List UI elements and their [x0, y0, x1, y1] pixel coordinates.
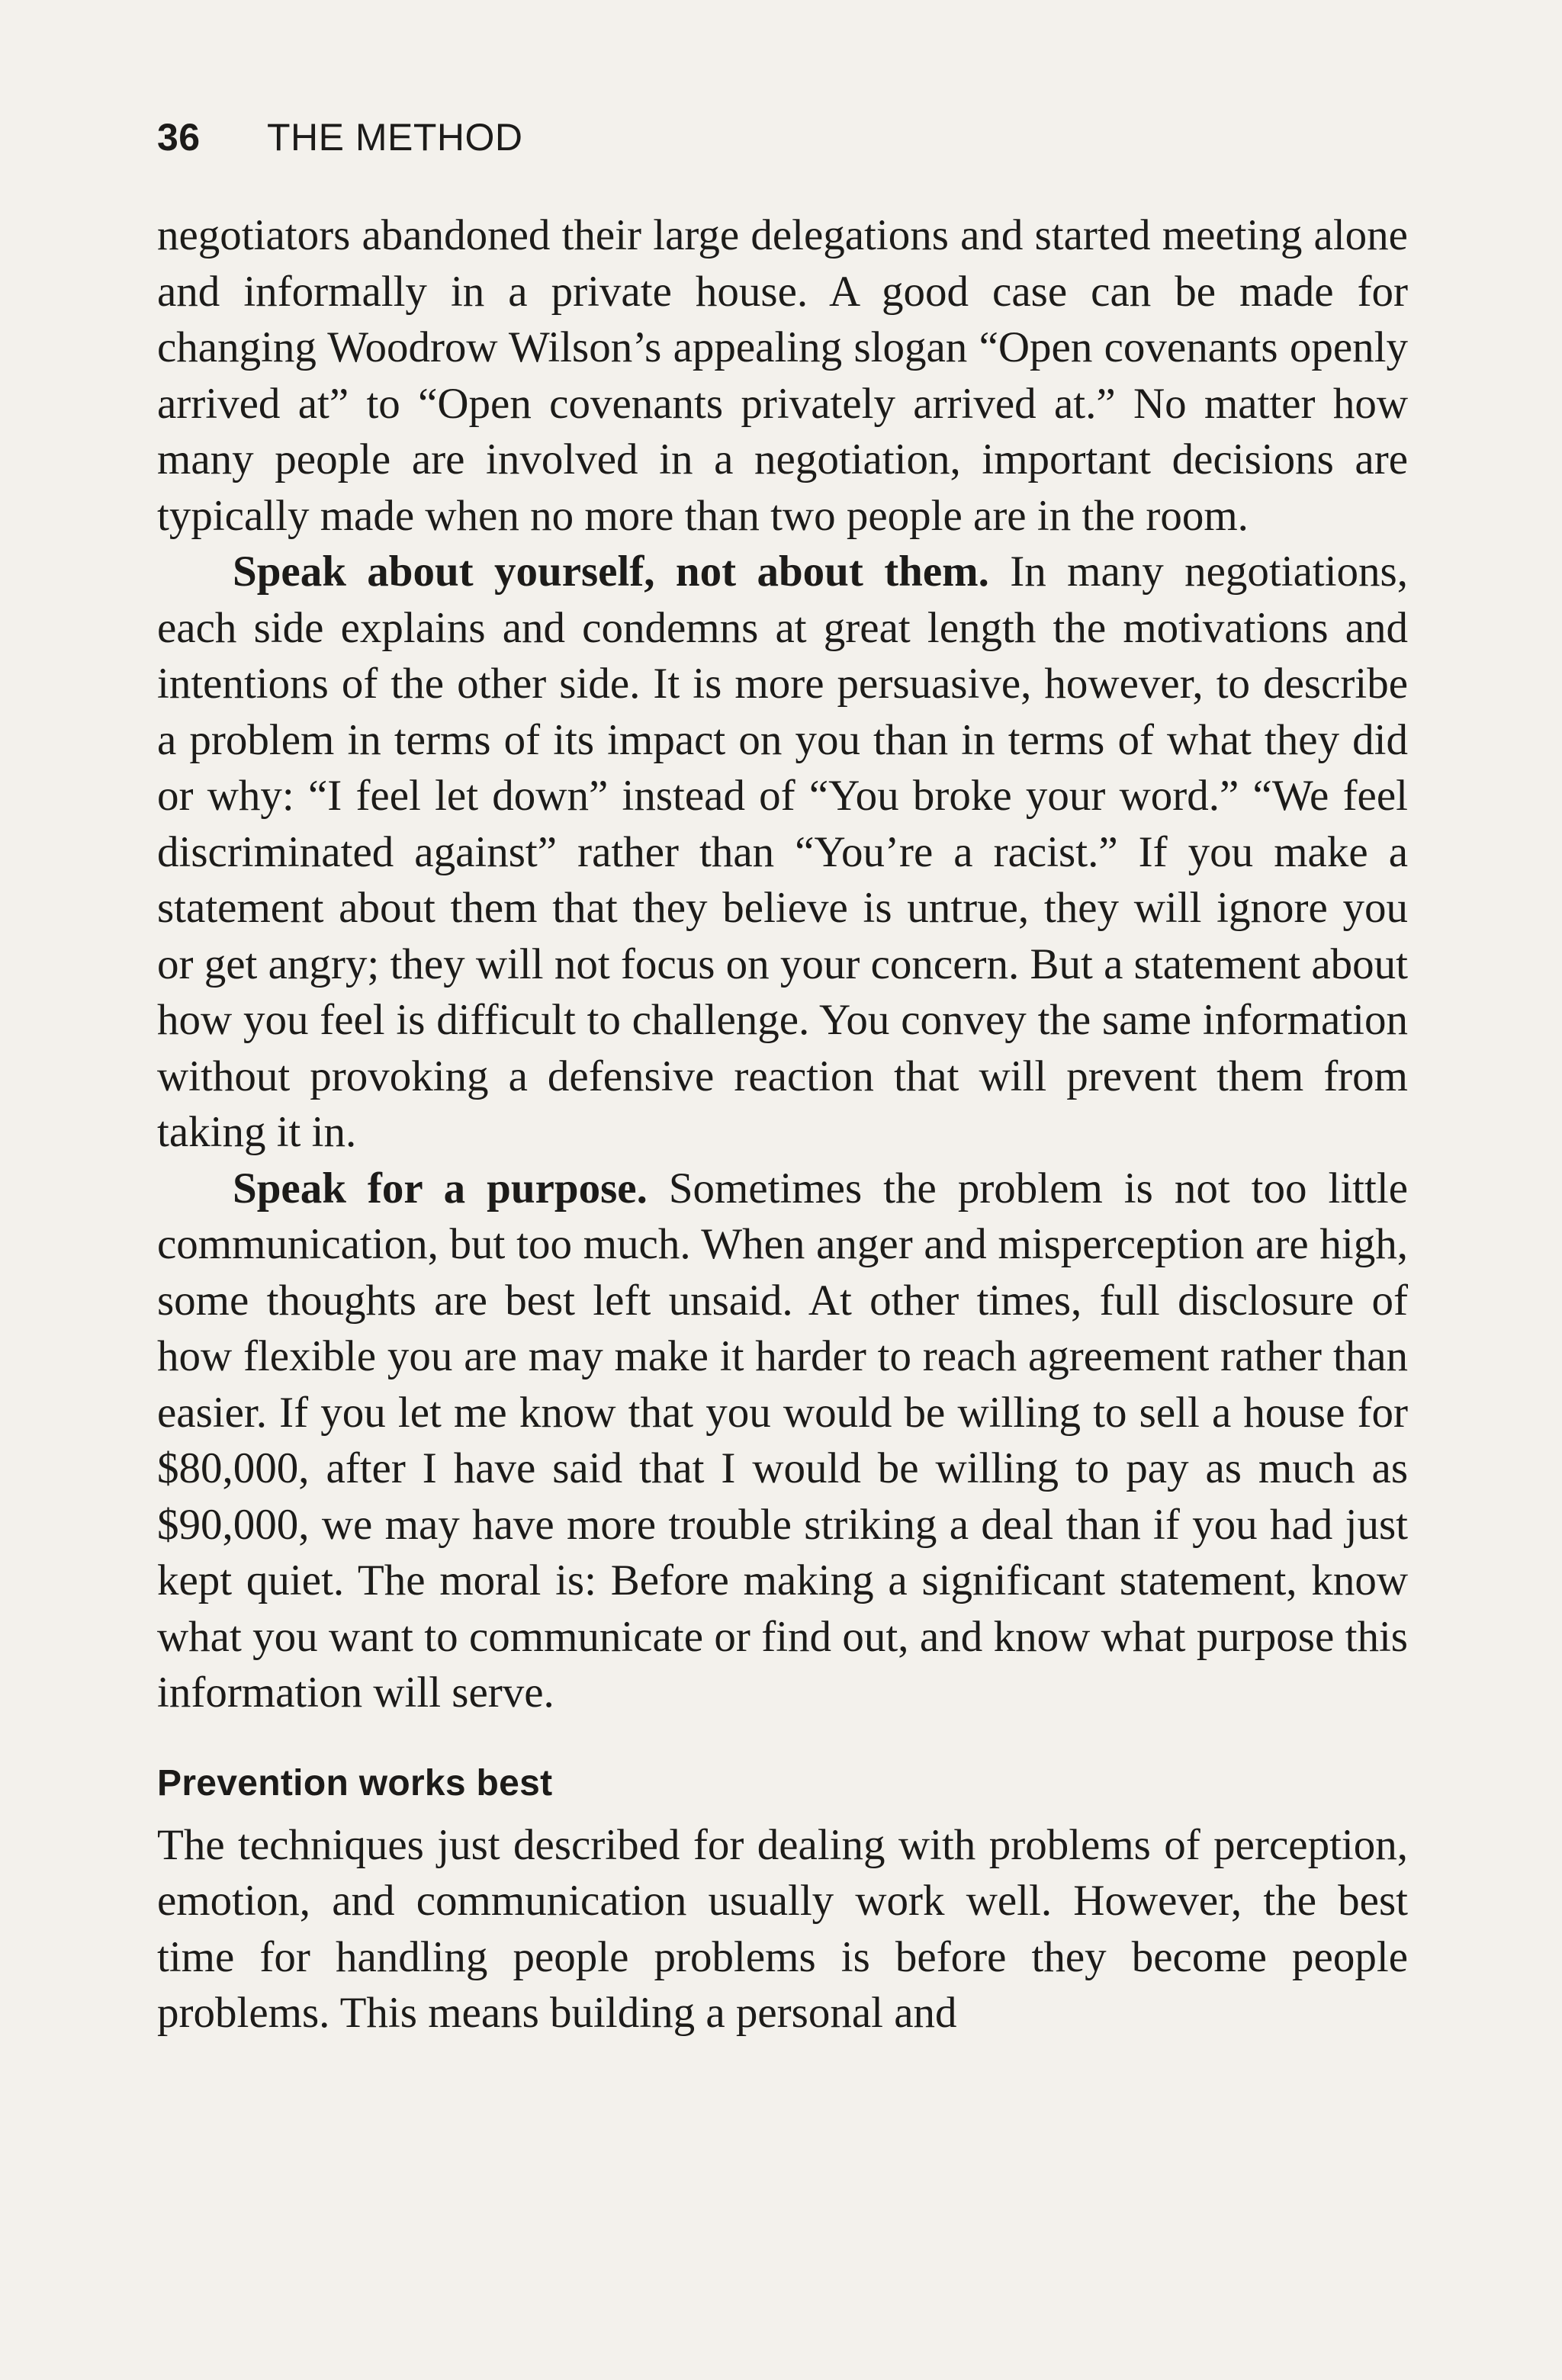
- page-number: 36: [157, 116, 201, 159]
- paragraph: [157, 207, 1408, 544]
- running-head: [157, 114, 1408, 160]
- paragraph-text: The techniques just described for dealing with problems of perception, emotion, and communication usually work well. However, the best time for handling people problems is before they become people problems. This means building a personal and: [157, 1820, 1408, 2037]
- section-heading: Prevention works best: [157, 1762, 553, 1803]
- paragraph-text: negotiators abandoned their large delegations and started meeting alone and informally in a private house. A good case can be made for changing Woodrow Wilson’s appealing slogan “Open covenants openly arrived at” to “Open covenants privately arrived at.” No matter how many people are involved in a negotiation, important decisions are typically made when no more than two people are in the room.: [157, 211, 1408, 540]
- paragraph-text: Sometimes the problem is not too little communication, but too much. When anger and misperception are high, some thoughts are best left unsaid. At other times, full disclosure of how flexible you are may make it harder to reach agreement rather than easier. If you let me know that you would be willing to sell a house for $80,000, after I have said that I would be willing to pay as much as $90,000, we may have more trouble striking a deal than if you had just kept quiet. The moral is: Before making a significant statement, know what you want to communicate or find out, and know what purpose this information will serve.: [157, 1164, 1408, 1717]
- paragraph-text: In many negotiations, each side explains and condemns at great length the motivations and intentions of the other side. It is more persuasive, however, to describe a problem in terms of its impact on you than in terms of what they did or why: “I feel let down” instead of “You broke your word.” “We feel discriminated against” rather than “You’re a racist.” If you make a statement about them that they believe is untrue, they will ignore you or get angry; they will not focus on your concern. But a statement about how you feel is difficult to challenge. You convey the same information without provoking a defensive reaction that will prevent them from taking it in.: [157, 548, 1408, 1156]
- paragraph: [157, 544, 1408, 1161]
- run-in-heading: Speak for a purpose.: [233, 1164, 648, 1212]
- paragraph: [157, 1817, 1408, 2041]
- body-text: [157, 207, 1408, 2041]
- book-page: [157, 114, 1408, 2326]
- running-title: THE METHOD: [267, 116, 523, 159]
- paragraph: [157, 1161, 1408, 1721]
- run-in-heading: Speak about yourself, not about them.: [233, 548, 989, 596]
